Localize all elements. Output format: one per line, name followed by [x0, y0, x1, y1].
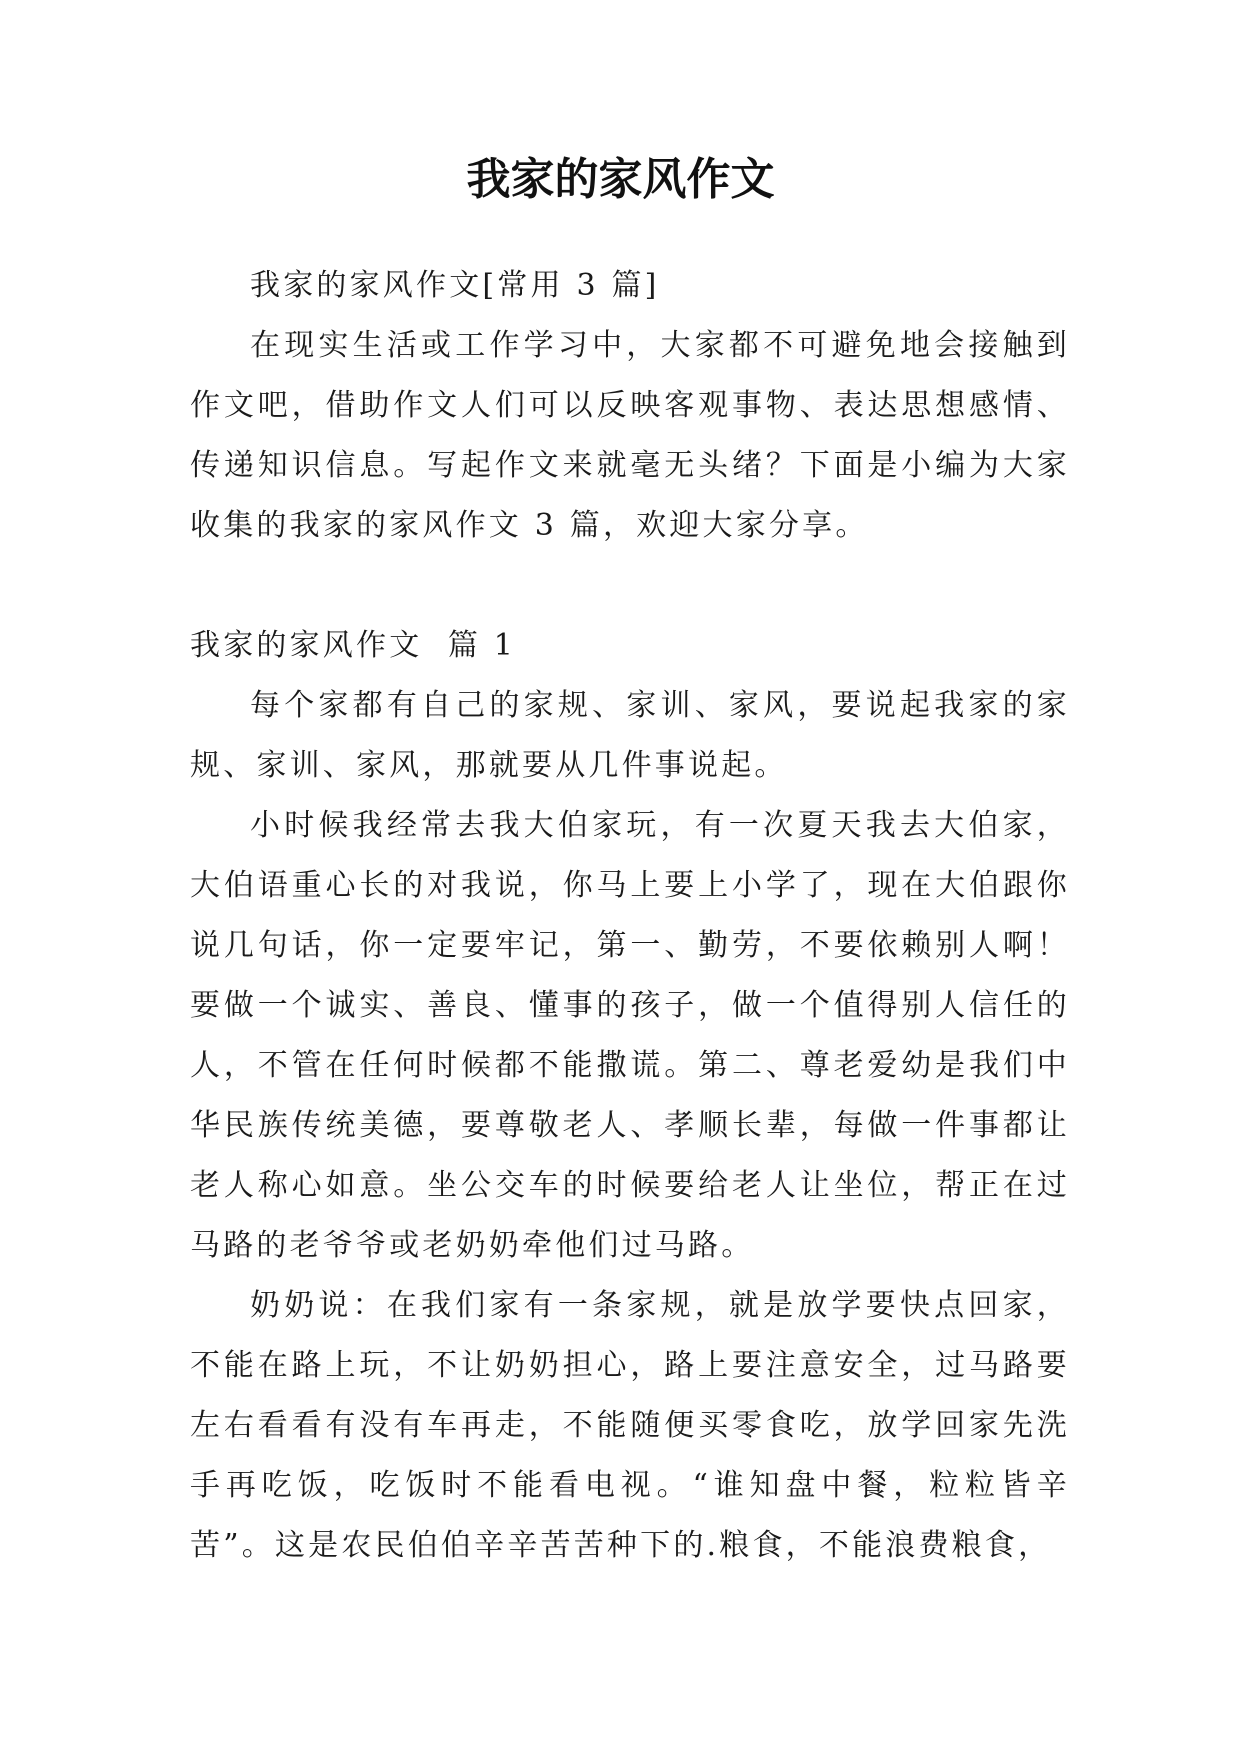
section-paragraph: 奶奶说：在我们家有一条家规，就是放学要快点回家，不能在路上玩，不让奶奶担心，路上要注意安全，过马路要左右看看有没有车再走，不能随便买零食吃，放学回家先洗手再吃饭，吃饭时不能看电视。“谁知盘中餐，粒粒皆辛苦”。这是农民伯伯辛辛苦苦种下的.粮食，不能浪费粮食，: [190, 1288, 1070, 1563]
document-body: [190, 256, 1070, 1576]
section-paragraph: 小时候我经常去我大伯家玩，有一次夏天我去大伯家，大伯语重心长的对我说，你马上要上小学了，现在大伯跟你说几句话，你一定要牢记，第一、勤劳，不要依赖别人啊！要做一个诚实、善良、懂事的孩子，做一个值得别人信任的人，不管在任何时候都不能撒谎。第二、尊老爱幼是我们中华民族传统美德，要尊敬老人、孝顺长辈，每做一件事都让老人称心如意。坐公交车的时候要给老人让坐位，帮正在过马路的老爷爷或老奶奶牵他们过马路。: [190, 808, 1070, 1263]
document-title: 我家的家风作文: [466, 154, 775, 205]
document-subtitle: 我家的家风作文[常用 3 篇]: [250, 268, 660, 303]
section-heading: 我家的家风作文 篇 1: [190, 628, 517, 663]
intro-paragraph: 在现实生活或工作学习中，大家都不可避免地会接触到作文吧，借助作文人们可以反映客观事物、表达思想感情、传递知识信息。写起作文来就毫无头绪？下面是小编为大家收集的我家的家风作文 3 篇，欢迎大家分享。: [190, 328, 1070, 543]
section-paragraph: 每个家都有自己的家规、家训、家风，要说起我家的家规、家训、家风，那就要从几件事说起。: [190, 688, 1070, 783]
